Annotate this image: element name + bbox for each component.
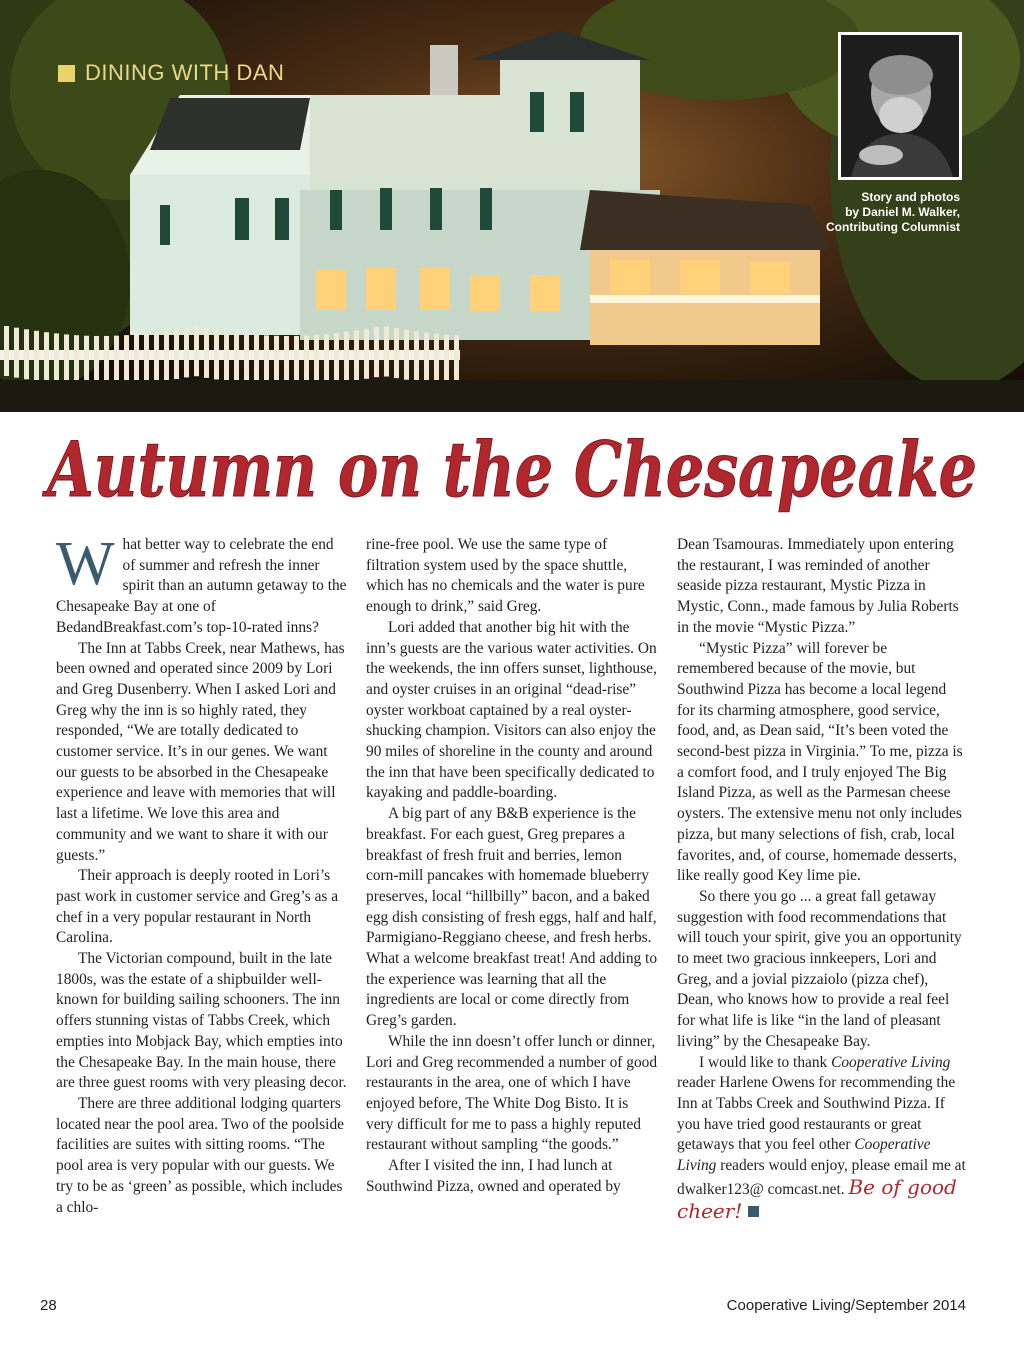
fence-picket — [184, 327, 189, 377]
fence-picket — [14, 328, 19, 378]
fence-picket — [54, 333, 59, 383]
fence-picket — [44, 332, 49, 382]
fence-picket — [244, 334, 249, 384]
section-label — [58, 60, 284, 86]
fence-picket — [214, 330, 219, 380]
article-title-svg — [0, 410, 1024, 530]
fence-picket — [354, 330, 359, 380]
hero-photo — [0, 0, 1024, 412]
fence-picket — [154, 332, 159, 382]
fence-picket — [294, 336, 299, 386]
fence-picket — [414, 331, 419, 381]
fence-picket — [444, 335, 449, 385]
fence-picket — [224, 331, 229, 381]
fence-picket — [194, 326, 199, 376]
paragraph-text: hat better way to celebrate the end of summer and refresh the inner spirit than an autumn getaway to the Chesapeake Bay at one of BedandBreakfast.com’s top-10-rated inns? — [56, 536, 347, 636]
paragraph: “Mystic Pizza” will forever be remembered because of the movie, but Southwind Pizza has become a local legend for its charming atmosphere, good service, food, and, as Dean said, “It’s been voted the second-best pizza in Virginia.” To me, pizza is a comfort food, and I truly enjoyed The Big Island Pizza, as well as the Parmesan cheese oysters. The extensive menu not only includes pizza, but many selections of fish, crab, local favorites, and, of course, homemade desserts, like really good Key lime pie. — [677, 639, 963, 885]
fence-picket — [324, 334, 329, 384]
fence-picket — [404, 330, 409, 380]
article-column-2 — [366, 535, 658, 1198]
fence-picket — [254, 335, 259, 385]
fence-picket — [144, 333, 149, 383]
paragraph — [56, 530, 348, 639]
fence-picket — [134, 334, 139, 384]
author-portrait-illustration — [841, 35, 959, 177]
fence-picket — [454, 335, 459, 385]
drop-cap: W — [56, 530, 115, 598]
publication-footer: Cooperative Living/September 2014 — [726, 1297, 966, 1314]
fence-picket — [264, 335, 269, 385]
end-of-story-icon — [748, 1206, 759, 1217]
article-column-1 — [56, 530, 348, 1218]
article-title: Autumn on the Chesapeake — [42, 425, 977, 514]
paragraph: rine-free pool. We use the same type of filtration system used by the space shuttle, which has no chemicals and the water is pure enough to drink,” said Greg. — [366, 536, 645, 616]
paragraph: So there you go ... a great fall getaway suggestion with food recommendations that will touch your spirit, give you an opportunity to meet two gracious innkeepers, Lori and Greg, and a jovial pizzaiolo (pizza chef), Dean, who knows how to provide a real feel for what life is like “in the land of pleasant living” by the Chesapeake Bay. — [677, 887, 962, 1050]
fence-picket — [334, 333, 339, 383]
fence-picket — [304, 336, 309, 386]
fence-picket — [384, 327, 389, 377]
paragraph: Lori added that another big hit with the inn’s guests are the various water activities. On the weekends, the inn offers sunset, lighthouse, and oyster cruises in an original “dead-rise” oyster workboat captained by a real oyster-shucking champion. Visitors can also enjoy the 90 miles of shoreline in the county and around the inn that have been specifically dedicated to kayaking and paddle-boarding. — [366, 618, 657, 802]
author-portrait — [838, 32, 962, 180]
signoff: Be of good cheer! — [677, 1174, 957, 1223]
fence-picket — [174, 329, 179, 379]
fence-picket — [424, 333, 429, 383]
fence-picket — [164, 331, 169, 381]
fence-picket — [104, 336, 109, 386]
credit-line-2: by Daniel M. Walker, — [845, 205, 960, 219]
article-column-3 — [677, 535, 967, 1224]
fence-picket — [74, 335, 79, 385]
page-number: 28 — [40, 1297, 57, 1314]
paragraph: After I visited the inn, I had lunch at Southwind Pizza, owned and operated by — [366, 1157, 621, 1195]
fence-picket — [4, 326, 9, 376]
paragraph: There are three additional lodging quarters located near the pool area. Two of the poolside facilities are suites with sitting rooms. “The pool area is very popular with our guests. We try to be as ‘green’ as possible, which includes a chlo- — [56, 1094, 344, 1216]
credit-line-3: Contributing Columnist — [826, 220, 960, 234]
paragraph-text: I would like to thank — [699, 1053, 832, 1071]
paragraph — [677, 1053, 967, 1225]
fence-picket — [204, 328, 209, 378]
fence-picket — [124, 335, 129, 385]
fence-picket — [394, 328, 399, 378]
publication-name: Cooperative Living — [831, 1053, 951, 1071]
fence-picket — [114, 336, 119, 386]
fence-picket — [434, 334, 439, 384]
fence-picket — [64, 334, 69, 384]
fence-picket — [374, 327, 379, 377]
fence-picket — [84, 336, 89, 386]
publication-name: Cooperative Living — [677, 1136, 931, 1175]
article-title-block — [0, 410, 1024, 530]
paragraph-text: readers would enjoy, please email me at dwalker123@ comcast.net. — [677, 1157, 966, 1198]
paragraph: While the inn doesn’t offer lunch or dinner, Lori and Greg recommended a number of good restaurants in the area, one of which I have enjoyed before, The White Dog Bisto. It is very difficult for me to pass a highly reputed restaurant without sampling “the goods.” — [366, 1032, 658, 1154]
fence-picket — [284, 336, 289, 386]
credit-line-1: Story and photos — [861, 190, 960, 204]
fence-picket — [24, 329, 29, 379]
fence-picket — [274, 336, 279, 386]
paragraph: A big part of any B&B experience is the breakfast. For each guest, Greg prepares a breakfast of fresh fruit and berries, lemon corn-mill pancakes with homemade blueberry preserves, local “hillbilly” bacon, and a baked egg dish consisting of fresh eggs, half and half, Parmigiano-Reggiano cheese, and fresh herbs. What a welcome breakfast treat! And adding to the experience was learning that all the ingredients are local or come directly from Greg’s garden. — [366, 805, 658, 1030]
section-label-text: DINING WITH DAN — [85, 60, 285, 85]
fence-picket — [344, 332, 349, 382]
author-credit — [826, 190, 960, 235]
square-bullet-icon — [58, 65, 75, 82]
paragraph-text: reader Harlene Owens for recommending the Inn at Tabbs Creek and Southwind Pizza. If you have tried good restaurants or great getaways that you feel other — [677, 1074, 956, 1154]
fence-picket — [234, 332, 239, 382]
paragraph: Dean Tsamouras. Immediately upon entering the restaurant, I was reminded of another seaside pizza restaurant, Mystic Pizza in Mystic, Conn., made famous by Julia Roberts in the movie “Mystic Pizza.” — [677, 536, 959, 636]
fence-picket — [94, 336, 99, 386]
fence-picket — [314, 335, 319, 385]
fence-picket — [364, 329, 369, 379]
fence-picket — [34, 331, 39, 381]
paragraph: The Victorian compound, built in the late 1800s, was the estate of a shipbuilder well-known for building sailing schooners. The inn offers stunning vistas of Tabbs Creek, which empties into Mobjack Bay, which empties into the Chesapeake Bay. In the main house, there are three guest rooms with very pleasing decor. — [56, 950, 347, 1092]
paragraph: Their approach is deeply rooted in Lori’s past work in customer service and Greg’s as a chef in a very popular restaurant in North Carolina. — [56, 867, 339, 947]
paragraph: The Inn at Tabbs Creek, near Mathews, has been owned and operated since 2009 by Lori and Greg Dusenberry. When I asked Lori and Greg why the inn is so highly rated, they responded, “We are totally dedicated to customer service. It’s in our genes. We want our guests to be absorbed in the Chesapeake experience and leave with memories that will last a lifetime. We love this area and community and we want to share it with our guests.” — [56, 639, 345, 864]
